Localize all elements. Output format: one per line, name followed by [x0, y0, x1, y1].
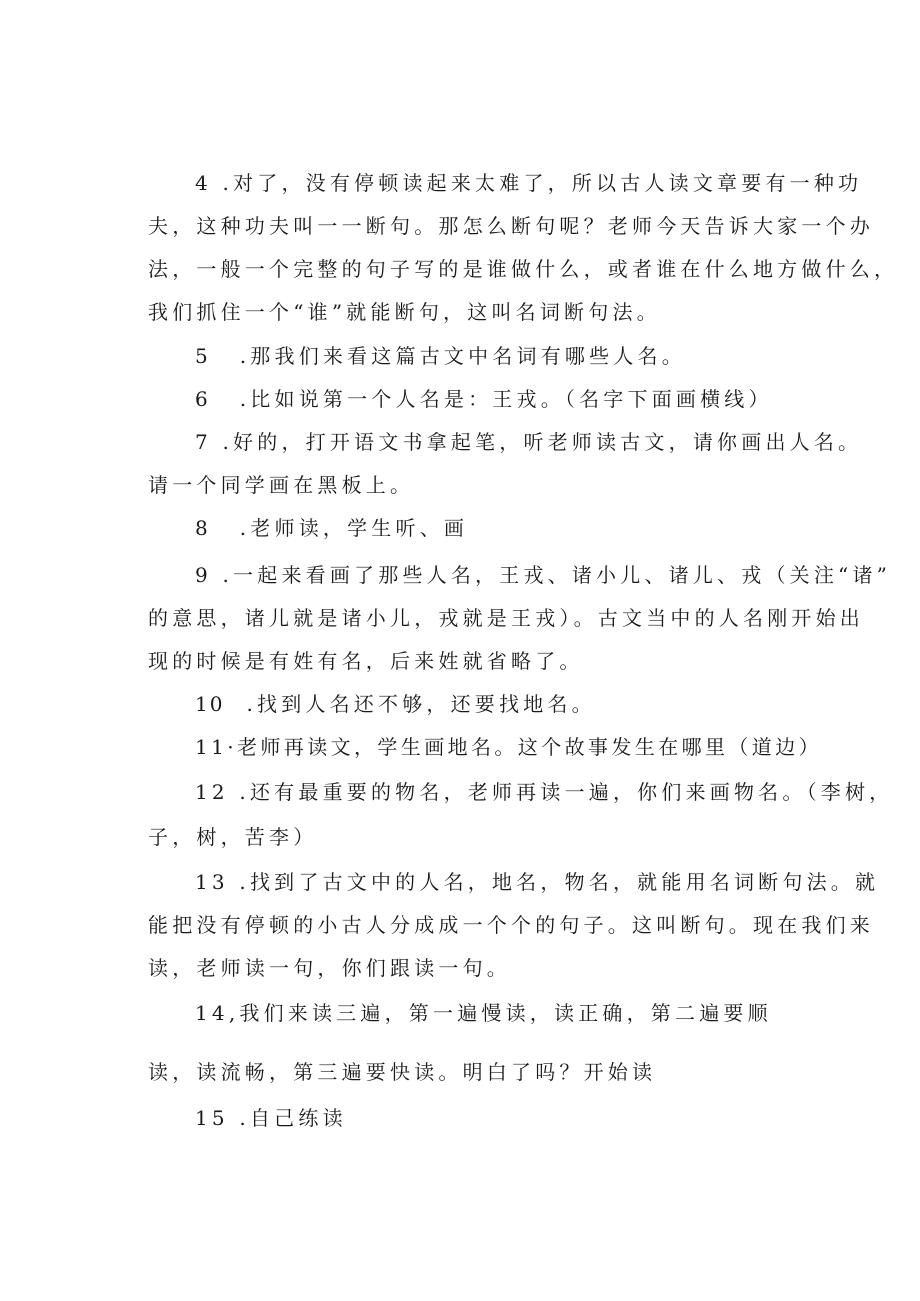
paragraph-10: [195, 691, 596, 717]
paragraph-7-line-1: 7 .好的，打开语文书拿起笔，听老师读古文，请你画出人名。: [195, 430, 863, 454]
paragraph-8-text: .老师读，学生听、画: [239, 516, 469, 540]
paragraph-5-number: 5: [195, 344, 210, 368]
paragraph-13-line-3: 读，老师读一句，你们跟读一句。: [148, 956, 511, 980]
paragraph-4-line-4: 我们抓住一个“谁”就能断句，这叫名词断句法。: [148, 300, 661, 324]
paragraph-8: [195, 515, 468, 541]
paragraph-4-line-2: 夫，这种功夫叫一一断句。那怎么断句呢？老师今天告诉大家一个办: [148, 214, 874, 238]
paragraph-13-line-1: 13 .找到了古文中的人名，地名，物名，就能用名词断句法。就: [195, 870, 880, 894]
paragraph-8-number: 8: [195, 516, 210, 540]
paragraph-12-line-1: 12 .还有最重要的物名，老师再读一遍，你们来画物名。（李树，: [195, 780, 894, 804]
paragraph-5: [195, 343, 686, 369]
paragraph-9-line-2: 的意思，诸儿就是诸小儿，戎就是王戎）。古文当中的人名刚开始出: [148, 606, 864, 630]
paragraph-5-text: .那我们来看这篇古文中名词有哪些人名。: [239, 344, 686, 368]
paragraph-6-text: .比如说第一个人名是：王戎。（名字下面画横线）: [239, 387, 773, 411]
paragraph-4-line-3: 法，一般一个完整的句子写的是谁做什么，或者谁在什么地方做什么，: [148, 257, 899, 281]
paragraph-13-line-2: 能把没有停顿的小古人分成成一个个的句子。这叫断句。现在我们来: [148, 913, 874, 937]
paragraph-6-number: 6: [195, 387, 210, 411]
paragraph-7-line-2: 请一个同学画在黑板上。: [148, 473, 415, 497]
paragraph-4-line-1: 4 .对了，没有停顿读起来太难了，所以古人读文章要有一种功: [195, 171, 863, 195]
paragraph-10-text: .找到人名还不够，还要找地名。: [246, 692, 596, 716]
paragraph-9-line-3: 现的时候是有姓有名，后来姓就省略了。: [148, 649, 584, 673]
paragraph-14-line-1: 14,我们来读三遍，第一遍慢读，读正确，第二遍要顺: [195, 1001, 772, 1025]
paragraph-9-line-1: 9 .一起来看画了那些人名，王戎、诸小儿、诸儿、戎（关注“诸”: [195, 563, 892, 587]
paragraph-12-line-2: 子，树，苦李）: [148, 825, 318, 849]
paragraph-11: 11·老师再读文，学生画地名。这个故事发生在哪里（道边）: [195, 735, 823, 759]
paragraph-15: 15 .自己练读: [195, 1106, 347, 1130]
paragraph-6: [195, 386, 773, 412]
paragraph-14-line-2: 读，读流畅，第三遍要快读。明白了吗？开始读: [148, 1060, 657, 1084]
paragraph-10-number: 10: [195, 692, 225, 716]
